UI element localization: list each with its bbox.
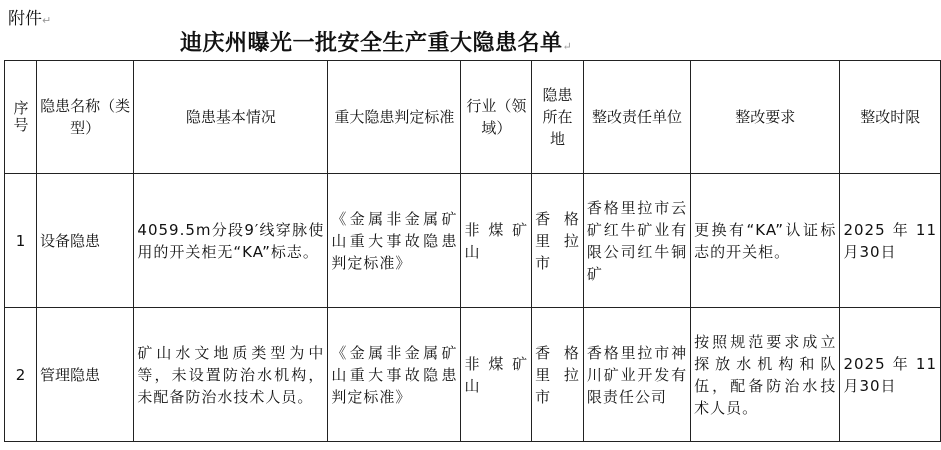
cell-deadline: 2025年11月30日 — [840, 308, 941, 442]
page-title: 迪庆州曝光一批安全生产重大隐患名单↵ — [180, 30, 573, 56]
header-unit: 整改责任单位 — [583, 61, 690, 174]
cell-seq: 1 — [5, 174, 37, 308]
cell-name: 管理隐患 — [36, 308, 133, 442]
cell-standard: 《金属非金属矿山重大事故隐患判定标准》 — [328, 308, 461, 442]
header-row — [5, 61, 941, 174]
header-requirement: 整改要求 — [691, 61, 840, 174]
cell-standard: 《金属非金属矿山重大事故隐患判定标准》 — [328, 174, 461, 308]
cell-name: 设备隐患 — [36, 174, 133, 308]
cell-unit: 香格里拉市云矿红牛矿业有限公司红牛铜矿 — [583, 174, 690, 308]
cell-industry: 非煤矿山 — [461, 174, 532, 308]
cell-location: 香格里拉市 — [532, 174, 584, 308]
header-location: 隐患所在地 — [532, 61, 584, 174]
header-deadline: 整改时限 — [840, 61, 941, 174]
cell-location: 香格里拉市 — [532, 308, 584, 442]
cell-situation: 矿山水文地质类型为中等，未设置防治水机构，未配备防治水技术人员。 — [134, 308, 328, 442]
hazard-table — [4, 60, 941, 442]
table-row — [5, 174, 941, 308]
cell-deadline: 2025年11月30日 — [840, 174, 941, 308]
cell-situation: 4059.5m分段9′线穿脉使用的开关柜无“KA”标志。 — [134, 174, 328, 308]
cell-unit: 香格里拉市神川矿业开发有限责任公司 — [583, 308, 690, 442]
cell-requirement: 按照规范要求成立探放水机构和队伍，配备防治水技术人员。 — [691, 308, 840, 442]
cell-industry: 非煤矿山 — [461, 308, 532, 442]
header-standard: 重大隐患判定标准 — [328, 61, 461, 174]
header-name: 隐患名称（类型） — [36, 61, 133, 174]
header-industry: 行业（领域） — [461, 61, 532, 174]
header-seq: 序号 — [5, 61, 37, 174]
header-situation: 隐患基本情况 — [134, 61, 328, 174]
cell-requirement: 更换有“KA”认证标志的开关柜。 — [691, 174, 840, 308]
annex-label: 附件↵ — [8, 9, 52, 29]
cell-seq: 2 — [5, 308, 37, 442]
table-row — [5, 308, 941, 442]
